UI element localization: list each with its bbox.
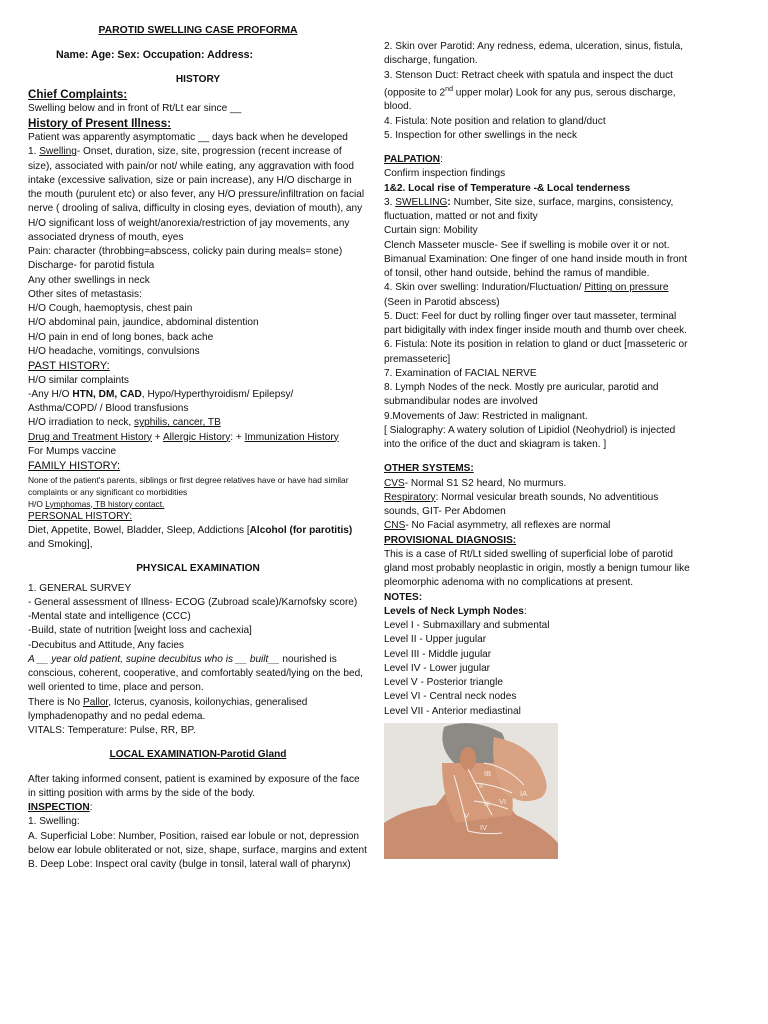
immunization-history: Immunization History xyxy=(244,431,339,443)
family-history-text: None of the patient's parents, siblings or first degree relatives have or have had similar complaints or any significant co morbidities xyxy=(28,474,349,497)
cns-text: - No Facial asymmetry, all reflexes are normal xyxy=(405,520,611,532)
swelling-number: 1. xyxy=(28,146,40,158)
lymph-level-item: Level I - Submaxillary and submental xyxy=(384,620,550,632)
inspection-cont-line: 2. Skin over Parotid: Any redness, edema, ulceration, sinus, fistula, discharge, fungation. xyxy=(384,41,684,67)
levels-colon: : xyxy=(523,605,527,617)
general-survey-line: -Decubitus and Attitude, Any facies xyxy=(28,639,184,651)
family-text: H/O xyxy=(28,498,46,509)
past-history-line xyxy=(28,431,368,445)
inspection-line: A. Superficial Lobe: Number, Position, raised ear lobule or not, depression below ear lobule obliterated or not, size, shape, surface, margins and extent xyxy=(28,830,367,856)
palpation-line: Confirm inspection findings xyxy=(384,168,506,180)
inspection-colon: : xyxy=(89,802,93,813)
hpi-item: H/O Cough, haemoptysis, chest pain xyxy=(28,303,193,314)
provisional-diagnosis-text: This is a case of Rt/Lt sided swelling of superficial lobe of parotid gland most probably neoplastic in origin, mostly a benign tumour like pleomorphic adenoma with no complications at present. xyxy=(384,548,690,589)
swelling-details: - Onset, duration, size, site, progression (recent increase of size), associated with pain/or not/ while eating, any aggravation with food intake (excessive salivation, size or pain increase), any H/O discharge in the mouth (purulent etc) or also fever, any H/O pressure/infiltration on facial nerve ( drooling of saliva, difficulty in closing eyes, deviation of mouth), any H/O significant loss of weight/anorexia/restriction of jay movements, any associated dryness of mouth, eyes xyxy=(28,146,365,243)
photo-label-vi: VI xyxy=(499,796,507,806)
palpation-line: Clench Masseter muscle- See if swelling is mobile over it or not. xyxy=(384,239,670,251)
family-underlined: Lymphomas, TB history contact. xyxy=(45,498,165,509)
hpi-item: Other sites of metastasis: xyxy=(28,288,142,300)
palpation-swelling-line xyxy=(384,196,690,225)
physical-exam-heading: PHYSICAL EXAMINATION xyxy=(136,563,260,575)
photo-label-ia: IA xyxy=(520,788,528,798)
hpi-line-1: Patient was apparently asymptomatic __ days back when he developed xyxy=(28,132,348,143)
past-history-line: Asthma/COPD/ / Blood transfusions xyxy=(28,403,189,414)
pallor-line xyxy=(28,696,368,725)
palpation-line: 6. Fistula: Note its position in relation to gland or duct [masseteric or premasseteric] xyxy=(384,339,688,365)
cvs-label: CVS xyxy=(384,477,405,489)
lymph-level-item: Level II - Upper jugular xyxy=(384,634,487,646)
palpation-line: Curtain sign: Mobility xyxy=(384,225,478,237)
personal-text: and Smoking], xyxy=(28,539,93,550)
lymph-level-item: Level V - Posterior triangle xyxy=(384,677,503,689)
stenson-text: 3. Stenson Duct: Retract cheek with spatula and inspect the duct (opposite to 2 xyxy=(384,69,673,99)
palpation-line-bold: 1&2. Local rise of Temperature -& Local tenderness xyxy=(384,182,631,194)
levels-heading-line xyxy=(384,605,690,619)
respiratory-line xyxy=(384,491,690,520)
photo-label-iv: IV xyxy=(480,822,488,832)
palp-colon-bold: : xyxy=(447,196,454,208)
general-survey-line: 1. GENERAL SURVEY xyxy=(28,582,132,594)
personal-history-text xyxy=(28,524,368,553)
personal-text: Diet, Appetite, Bowel, Bladder, Sleep, Addictions [ xyxy=(28,524,250,536)
hpi-item: Discharge- for parotid fistula xyxy=(28,260,155,272)
cns-label: CNS xyxy=(384,520,406,532)
hpi-item: Any other swellings in neck xyxy=(28,274,150,286)
palp-text: (Seen in Parotid abscess) xyxy=(384,296,500,308)
past-history-line xyxy=(28,388,368,402)
consent-text: After taking informed consent, patient is examined by exposure of the face in sitting position with arms by the side of the body. xyxy=(28,773,360,799)
stenson-text: upper molar) Look for any pus, serous discharge, blood. xyxy=(384,87,676,113)
past-text: -Any H/O xyxy=(28,388,73,400)
hpi-item: H/O pain in end of long bones, back ache xyxy=(28,331,214,343)
past-text: H/O irradiation to neck, xyxy=(28,417,135,429)
lymph-level-item: Level VI - Central neck nodes xyxy=(384,691,517,703)
patient-details-line: Name: Age: Sex: Occupation: Address: xyxy=(56,49,254,62)
family-history-heading: FAMILY HISTORY: xyxy=(28,460,121,472)
neck-lymph-levels-photo xyxy=(384,723,558,859)
hpi-item: H/O abdominal pain, jaundice, abdominal distention xyxy=(28,317,259,329)
other-systems-heading: OTHER SYSTEMS: xyxy=(384,463,474,475)
palp-text: 3. xyxy=(384,196,396,208)
document-title: PAROTID SWELLING CASE PROFORMA xyxy=(98,25,298,36)
pallor-underlined: Pallor xyxy=(82,696,109,708)
palpation-heading-line xyxy=(384,153,690,167)
hpi-item: Pain: character (throbbing=abscess, colicky pain during meals= stone) xyxy=(28,246,343,257)
palpation-line: 7. Examination of FACIAL NERVE xyxy=(384,367,537,379)
lymph-level-item: Level III - Middle jugular xyxy=(384,648,492,660)
past-history-line: For Mumps vaccine xyxy=(28,445,117,457)
past-text: + xyxy=(151,431,163,443)
patient-description xyxy=(28,653,368,696)
palpation-heading: PALPATION xyxy=(384,154,441,166)
superscript-nd: nd xyxy=(445,85,453,93)
photo-label-ib: IB xyxy=(484,768,492,778)
stenson-duct-line xyxy=(384,69,690,115)
past-history-heading: PAST HISTORY: xyxy=(28,360,110,372)
chief-complaints-text: Swelling below and in front of Rt/Lt ear since __ xyxy=(28,102,242,114)
inspection-line: 1. Swelling: xyxy=(28,816,80,828)
respiratory-text: : Normal vesicular breath sounds, No adventitious sounds, GIT- Per Abdomen xyxy=(384,491,659,518)
inspection-cont-line: 4. Fistula: Note position and relation to gland/duct xyxy=(384,115,606,127)
drug-history: Drug and Treatment History xyxy=(28,431,152,443)
inspection-line: B. Deep Lobe: Inspect oral cavity (bulge in tonsil, lateral wall of pharynx) xyxy=(28,859,351,870)
past-history-line xyxy=(28,416,368,430)
palpation-line: [ Sialography: A watery solution of Lipidiol (Neohydriol) is injected into the orifice of the duct and skiagram is taken. ] xyxy=(384,424,676,451)
notes-heading: NOTES: xyxy=(384,591,423,603)
past-bold-conditions: HTN, DM, CAD xyxy=(72,388,142,400)
patient-text: nourished is conscious, coherent, cooperative, and comfortably seated/lying on the bed, well oriented to time, place and person. xyxy=(28,653,363,694)
palpation-skin-line xyxy=(384,281,690,310)
palp-pitting-underlined: Pitting on pressure xyxy=(584,282,669,294)
inspection-heading-line xyxy=(28,801,368,815)
patient-italic: A __ year old patient, supine decubitus who is __ built__ xyxy=(28,653,280,665)
cns-line xyxy=(384,519,690,533)
allergic-history: Allergic History xyxy=(162,431,231,443)
photo-label-ii: II xyxy=(479,780,484,790)
palp-swelling-underlined: SWELLING xyxy=(395,196,448,208)
chief-complaints-heading: Chief Complaints: xyxy=(28,87,128,101)
palpation-line: 9.Movements of Jaw: Restricted in malignant. xyxy=(384,410,588,422)
palpation-line: Bimanual Examination: One finger of one hand inside mouth in front of tonsil, other hand outside, behind the ramus of mandible. xyxy=(384,253,687,280)
pallor-text: , Icterus, cyanosis, koilonychias, generalised lymphadenopathy and no pedal edema. xyxy=(28,696,308,722)
provisional-diagnosis-heading: PROVISIONAL DIAGNOSIS: xyxy=(384,534,517,546)
left-column xyxy=(28,24,368,872)
cvs-text: - Normal S1 S2 heard, No murmurs. xyxy=(404,477,567,489)
inspection-heading: INSPECTION xyxy=(28,802,90,813)
photo-label-iii: III xyxy=(484,798,491,808)
palpation-line: 8. Lymph Nodes of the neck. Mostly pre auricular, parotid and submandibular nodes are involved xyxy=(384,382,659,408)
respiratory-label: Respiratory xyxy=(384,491,436,503)
local-exam-heading: LOCAL EXAMINATION-Parotid Gland xyxy=(109,749,287,761)
lymph-level-item: Level IV - Lower jugular xyxy=(384,662,491,674)
general-survey-line: -Mental state and intelligence (CCC) xyxy=(28,611,191,622)
lymph-level-item: Level VII - Anterior mediastinal xyxy=(384,705,521,717)
levels-heading: Levels of Neck Lymph Nodes xyxy=(384,605,524,617)
family-history-line xyxy=(28,498,368,510)
palpation-colon: : xyxy=(440,154,443,166)
palp-text: Number, Site size, surface, margins, consistency, fluctuation, matted or not and fixity xyxy=(384,196,674,223)
swelling-word: Swelling xyxy=(39,146,77,158)
palpation-line: 5. Duct: Feel for duct by rolling finger over taut masseter, terminal part bidigitally with index finger inside mouth and thumb over cheek. xyxy=(384,310,687,337)
photo-label-v: V xyxy=(464,810,470,820)
cvs-line xyxy=(384,477,690,491)
hpi-heading: History of Present Illness: xyxy=(28,117,172,130)
inspection-cont-line: 5. Inspection for other swellings in the neck xyxy=(384,129,578,141)
hpi-swelling-paragraph xyxy=(28,145,368,245)
history-heading: HISTORY xyxy=(175,73,221,85)
personal-bold: Alcohol (for parotitis) xyxy=(249,524,353,536)
hpi-item: H/O headache, vomitings, convulsions xyxy=(28,345,200,357)
right-column xyxy=(384,40,690,859)
past-text: : + xyxy=(230,431,245,443)
pallor-text: There is No xyxy=(28,696,83,708)
past-underlined: syphilis, cancer, TB xyxy=(134,417,221,429)
personal-history-heading: PERSONAL HISTORY: xyxy=(28,510,133,522)
neck-illustration xyxy=(384,723,558,859)
general-survey-line: - General assessment of Illness- ECOG (Zubroad scale)/Karnofsky score) xyxy=(28,596,358,608)
past-text: , Hypo/Hyperthyroidism/ Epilepsy/ xyxy=(141,388,294,400)
palp-text: 4. Skin over swelling: Induration/Fluctuation/ xyxy=(384,282,585,294)
past-history-line: H/O similar complaints xyxy=(28,374,129,386)
vitals-line: VITALS: Temperature: Pulse, RR, BP. xyxy=(28,725,196,736)
general-survey-line: -Build, state of nutrition [weight loss and cachexia] xyxy=(28,625,252,637)
